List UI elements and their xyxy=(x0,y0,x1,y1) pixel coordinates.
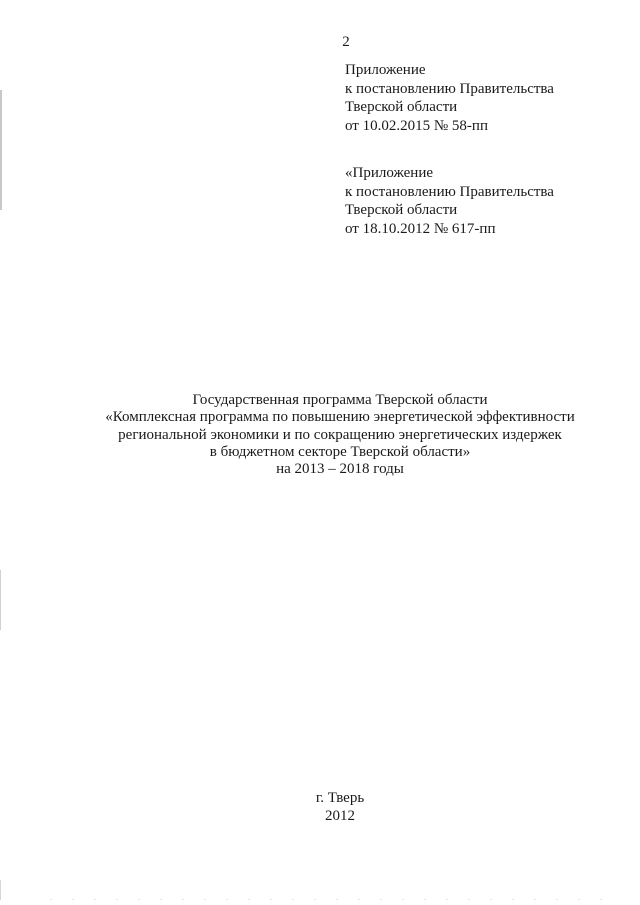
program-title-line: на 2013 – 2018 годы xyxy=(276,461,404,478)
scan-edge-mark xyxy=(0,570,1,630)
attachment-line: Приложение xyxy=(345,62,426,78)
scan-edge-mark xyxy=(0,880,1,900)
program-title-line: региональной экономики и по сокращению энергетических издержек xyxy=(118,426,562,443)
attachment-line: Тверской области xyxy=(345,202,458,218)
attachment-line: к постановлению Правительства xyxy=(345,183,554,200)
scan-noise xyxy=(40,898,620,901)
attachment-header-original xyxy=(345,164,554,238)
attachment-header-current xyxy=(345,61,554,135)
program-title-line: в бюджетном секторе Тверской области» xyxy=(209,443,471,460)
program-title-line: Государственная программа Тверской области xyxy=(192,392,488,408)
scan-edge-mark xyxy=(0,90,2,210)
footer-city: г. Тверь xyxy=(315,790,365,806)
program-title xyxy=(20,392,640,478)
attachment-line: от 18.10.2012 № 617-пп xyxy=(345,220,496,237)
attachment-line: от 10.02.2015 № 58-пп xyxy=(345,117,488,134)
attachment-line: к постановлению Правительства xyxy=(345,80,554,97)
program-title-line: «Комплексная программа по повышению энергетической эффективности xyxy=(105,409,575,426)
footer-year: 2012 xyxy=(325,808,355,824)
attachment-line: Тверской области xyxy=(345,99,458,115)
attachment-line: «Приложение xyxy=(345,165,434,181)
page-number: 2 xyxy=(342,34,350,50)
document-footer xyxy=(20,789,640,825)
